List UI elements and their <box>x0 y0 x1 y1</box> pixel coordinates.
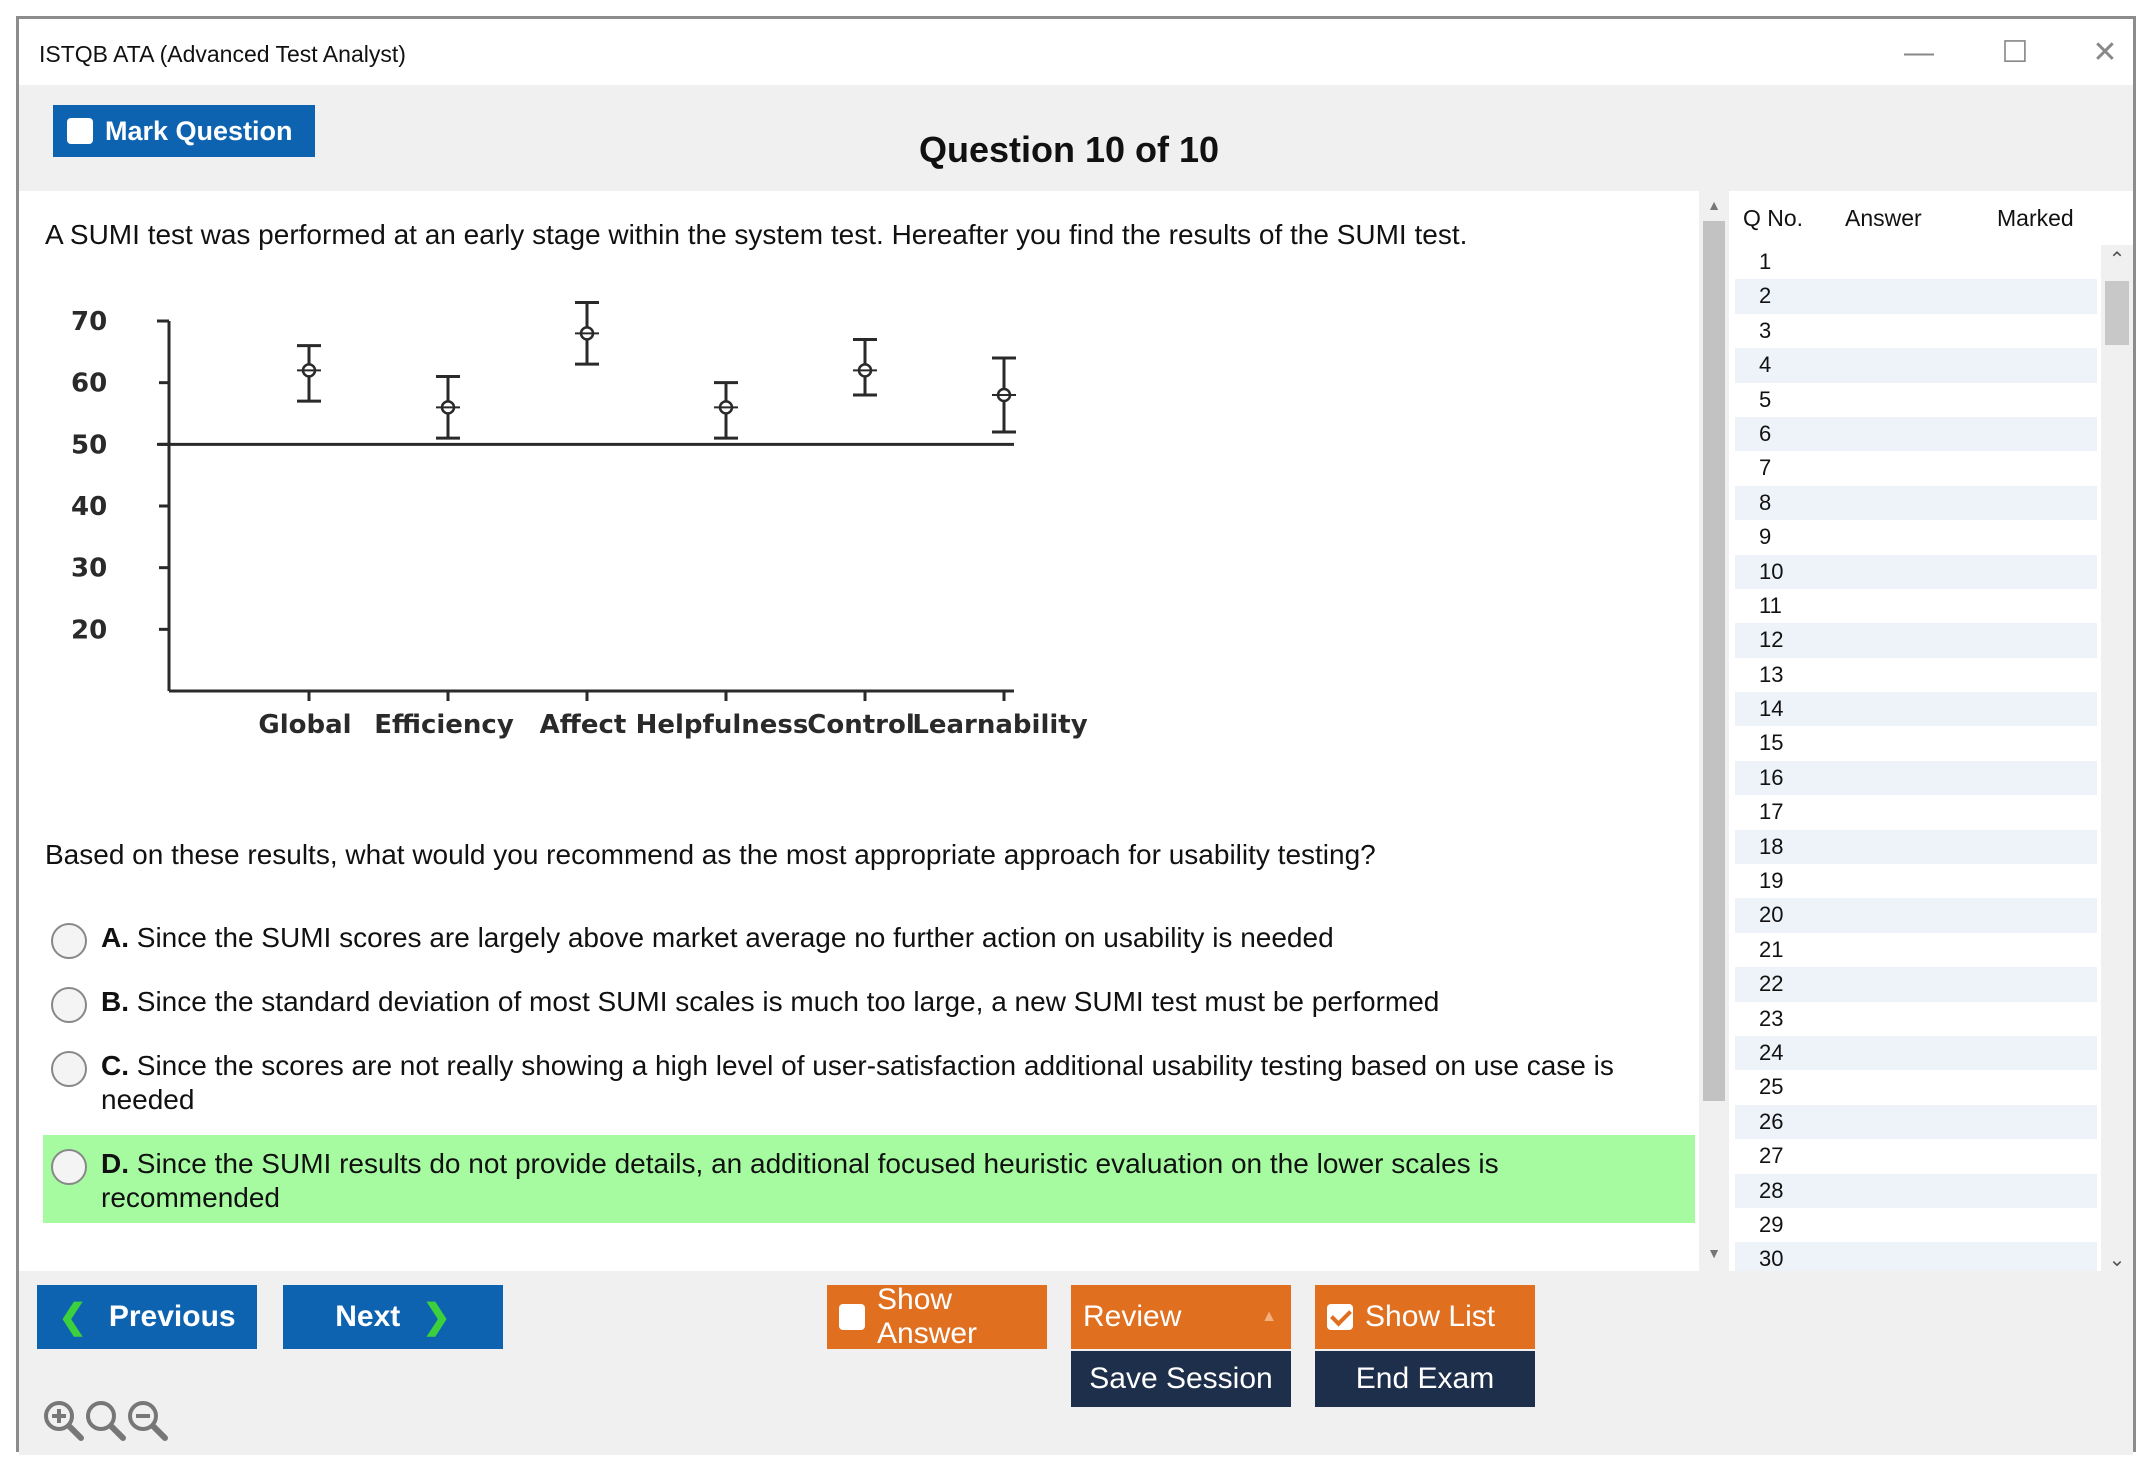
footer <box>19 1271 2133 1455</box>
y-tick-label: 60 <box>71 368 108 399</box>
list-row[interactable]: 29 <box>1759 1211 1784 1237</box>
list-row[interactable]: 1 <box>1759 249 1772 274</box>
list-row[interactable]: 8 <box>1735 486 2097 520</box>
x-tick-label: Global <box>258 710 352 740</box>
answer-header: Answer <box>1845 205 1922 231</box>
option-d-radio[interactable] <box>51 1149 87 1185</box>
y-tick-label: 20 <box>71 615 108 646</box>
option-d[interactable] <box>43 1135 1695 1223</box>
window-title: ISTQB ATA (Advanced Test Analyst) <box>39 41 406 67</box>
option-a-letter: A. <box>101 922 129 953</box>
list-row[interactable]: 13 <box>1759 661 1784 687</box>
option-c-letter: C. <box>101 1050 129 1081</box>
list-row[interactable]: 17 <box>1759 799 1784 825</box>
list-row[interactable]: 20 <box>1735 898 2097 932</box>
list-row[interactable]: 30 <box>1735 1242 2097 1276</box>
y-tick-label: 70 <box>71 307 108 337</box>
option-d-letter: D. <box>101 1148 129 1179</box>
show-answer-checkbox[interactable] <box>839 1304 865 1330</box>
x-tick-label: Helpfulness <box>635 710 809 740</box>
previous-label: Previous <box>108 1300 236 1333</box>
option-a-text: Since the SUMI scores are largely above market average no further action on usability is needed <box>136 922 1334 953</box>
save-session-button[interactable] <box>1071 1351 1291 1407</box>
list-row[interactable]: 14 <box>1735 692 2097 726</box>
list-row[interactable]: 21 <box>1759 936 1784 962</box>
minimize-icon[interactable]: — <box>1904 36 1934 69</box>
list-row[interactable]: 10 <box>1735 555 2097 589</box>
list-row[interactable]: 5 <box>1759 386 1772 412</box>
zoom-reset-icon[interactable] <box>81 1396 129 1444</box>
zoom-out-icon[interactable] <box>123 1396 171 1444</box>
list-row[interactable]: 11 <box>1759 592 1782 618</box>
question-list <box>1735 191 2133 1271</box>
mark-question-checkbox[interactable] <box>67 118 93 144</box>
app-window <box>16 16 2136 1452</box>
option-d-text: Since the SUMI results do not provide details, an additional focused heuristic evaluation on the lower scales is recommended <box>101 1148 1499 1213</box>
list-row[interactable]: 25 <box>1759 1074 1784 1100</box>
y-tick-label: 50 <box>71 430 108 461</box>
question-list-header <box>1735 191 2133 241</box>
list-row[interactable]: 28 <box>1735 1174 2097 1208</box>
option-b-radio[interactable] <box>51 987 87 1023</box>
list-scroll-thumb[interactable] <box>2105 281 2129 345</box>
option-c-radio[interactable] <box>51 1051 87 1087</box>
list-row[interactable]: 27 <box>1759 1143 1784 1169</box>
list-row[interactable]: 23 <box>1759 1005 1784 1031</box>
marked-header: Marked <box>1997 205 2074 231</box>
next-label: Next <box>335 1300 401 1333</box>
option-b-text: Since the standard deviation of most SUMI scales is much too large, a new SUMI test must be performed <box>136 986 1440 1017</box>
list-scroll-up-icon[interactable]: ⌃ <box>2108 249 2126 271</box>
x-tick-label: Efficiency <box>374 710 514 740</box>
mark-question-label: Mark Question <box>105 115 293 146</box>
y-tick-label: 30 <box>71 553 108 584</box>
show-list-checkbox[interactable] <box>1327 1304 1353 1330</box>
list-row[interactable]: 16 <box>1735 761 2097 795</box>
question-counter: Question 10 of 10 <box>919 129 1220 170</box>
option-b-letter: B. <box>101 986 129 1017</box>
scroll-up-icon[interactable]: ▲ <box>1707 197 1721 213</box>
list-row[interactable]: 26 <box>1735 1105 2097 1139</box>
question-intro: A SUMI test was performed at an early stage within the system test. Hereafter you find the results of the SUMI test. <box>45 219 1468 250</box>
list-row[interactable]: 4 <box>1735 348 2097 382</box>
list-scrollbar[interactable] <box>2101 245 2133 1275</box>
show-answer-label: Show Answer <box>877 1283 978 1350</box>
y-tick-label: 40 <box>71 492 108 522</box>
question-panel <box>19 191 1699 1271</box>
scroll-down-icon[interactable]: ▼ <box>1707 1245 1721 1261</box>
chevron-right-icon: ❯ <box>422 1298 451 1336</box>
option-b[interactable] <box>43 973 1695 1031</box>
list-row[interactable]: 18 <box>1735 830 2097 864</box>
question-scrollbar[interactable] <box>1699 191 1729 1271</box>
question-scroll-thumb[interactable] <box>1703 221 1725 1101</box>
list-scroll-down-icon[interactable]: ⌄ <box>2108 1249 2126 1271</box>
end-exam-button[interactable] <box>1315 1351 1535 1407</box>
option-a-radio[interactable] <box>51 923 87 959</box>
next-button[interactable] <box>283 1285 503 1349</box>
previous-button[interactable] <box>37 1285 257 1349</box>
qno-header: Q No. <box>1743 205 1804 231</box>
list-row[interactable]: 19 <box>1759 868 1784 894</box>
show-list-label: Show List <box>1365 1300 1496 1333</box>
option-c[interactable] <box>43 1037 1695 1129</box>
list-row[interactable]: 2 <box>1735 279 2097 313</box>
chevron-left-icon: ❮ <box>58 1298 87 1336</box>
maximize-icon[interactable]: ☐ <box>2001 36 2029 69</box>
show-list-button[interactable] <box>1315 1285 1535 1349</box>
list-row[interactable]: 12 <box>1735 623 2097 657</box>
toolbar <box>19 85 2133 191</box>
zoom-in-icon[interactable] <box>39 1396 87 1444</box>
question-list-rows <box>1735 245 2097 1277</box>
title-bar <box>19 19 2133 85</box>
list-row[interactable]: 7 <box>1759 455 1772 481</box>
list-row[interactable]: 3 <box>1759 317 1772 343</box>
x-tick-label: Affect <box>539 710 627 740</box>
option-a[interactable] <box>43 909 1695 967</box>
review-label: Review <box>1083 1300 1182 1333</box>
mark-question-button[interactable] <box>53 105 315 157</box>
list-row[interactable]: 15 <box>1759 730 1784 756</box>
x-tick-label: Learnability <box>912 710 1088 740</box>
list-row[interactable]: 9 <box>1759 524 1772 550</box>
list-row[interactable]: 6 <box>1735 417 2097 451</box>
question-prompt: Based on these results, what would you recommend as the most appropriate approach for usability testing? <box>45 839 1376 870</box>
end-exam-label: End Exam <box>1355 1362 1495 1395</box>
review-dropdown[interactable] <box>1071 1285 1291 1349</box>
list-row[interactable]: 22 <box>1735 967 2097 1001</box>
list-row[interactable]: 24 <box>1735 1036 2097 1070</box>
x-tick-label: Control <box>807 710 915 740</box>
save-session-label: Save Session <box>1089 1362 1273 1395</box>
close-icon[interactable]: ✕ <box>2092 36 2118 69</box>
show-answer-button[interactable] <box>827 1285 1047 1349</box>
sumi-chart <box>19 281 1139 801</box>
option-c-text: Since the scores are not really showing a high level of user-satisfaction additional usability testing based on use case is needed <box>101 1050 1614 1115</box>
triangle-up-icon: ▲ <box>1261 1308 1277 1325</box>
